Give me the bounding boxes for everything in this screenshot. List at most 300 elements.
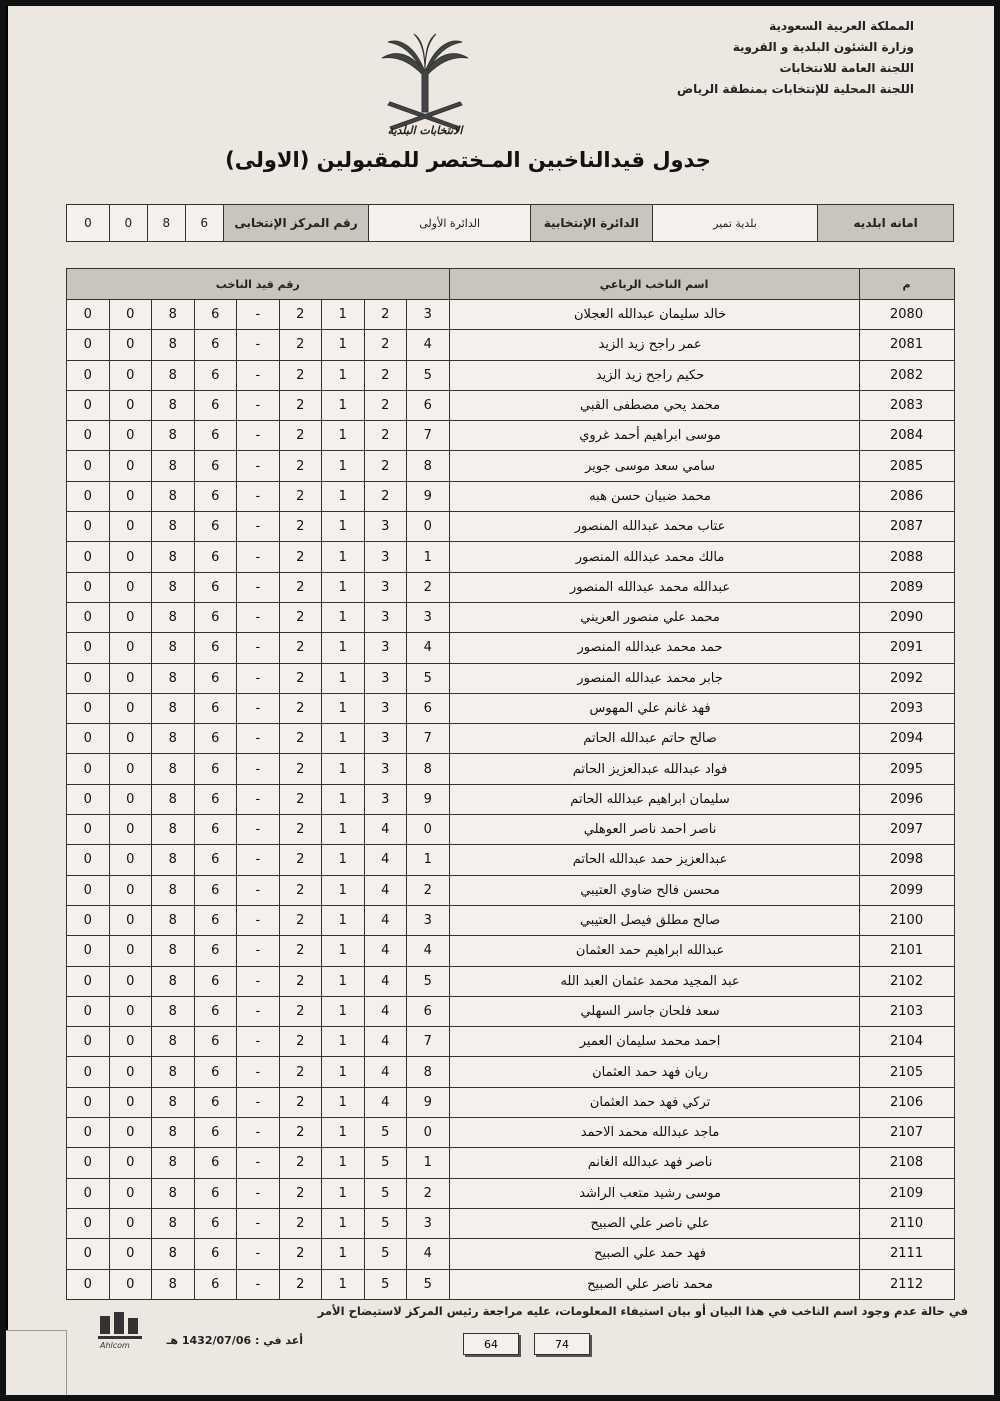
voter-name-cell: عتاب محمد عبدالله المنصور bbox=[449, 512, 859, 542]
registration-digit-cell: - bbox=[237, 1208, 280, 1238]
registration-digit-cell: 6 bbox=[194, 451, 237, 481]
table-header-row bbox=[67, 269, 955, 300]
serial-cell: 2107 bbox=[859, 1118, 954, 1148]
registration-digit-cell: 2 bbox=[407, 1178, 450, 1208]
registration-digit-cell: 6 bbox=[407, 996, 450, 1026]
registration-digit-cell: - bbox=[237, 996, 280, 1026]
registration-digit-cell: 1 bbox=[322, 542, 365, 572]
serial-cell: 2085 bbox=[859, 451, 954, 481]
prepared-date bbox=[153, 1334, 303, 1347]
table-row bbox=[67, 996, 955, 1026]
serial-cell: 2100 bbox=[859, 905, 954, 935]
registration-digit-cell: 4 bbox=[407, 936, 450, 966]
registration-digit-cell: 2 bbox=[279, 1239, 322, 1269]
registration-digit-cell: 5 bbox=[364, 1178, 407, 1208]
registration-digit-cell: 8 bbox=[152, 784, 195, 814]
table-row bbox=[67, 451, 955, 481]
registration-digit-cell: 2 bbox=[279, 1208, 322, 1238]
registration-digit-cell: 6 bbox=[194, 1148, 237, 1178]
registration-digit-cell: - bbox=[237, 815, 280, 845]
voter-name-cell: خالد سليمان عبدالله العجلان bbox=[449, 300, 859, 330]
table-row bbox=[67, 1027, 955, 1057]
registration-digit-cell: 4 bbox=[364, 996, 407, 1026]
registration-digit-cell: 8 bbox=[152, 996, 195, 1026]
registration-digit-cell: 1 bbox=[407, 1148, 450, 1178]
registration-digit-cell: 1 bbox=[322, 451, 365, 481]
registration-digit-cell: 1 bbox=[322, 1027, 365, 1057]
registration-digit-cell: 9 bbox=[407, 481, 450, 511]
registration-digit-cell: 8 bbox=[152, 512, 195, 542]
registration-digit-cell: 1 bbox=[322, 1148, 365, 1178]
registration-digit-cell: 3 bbox=[364, 542, 407, 572]
registration-digit-cell: 5 bbox=[407, 663, 450, 693]
registration-digit-cell: 8 bbox=[152, 1178, 195, 1208]
registration-digit-cell: 5 bbox=[364, 1208, 407, 1238]
table-row bbox=[67, 330, 955, 360]
registration-digit-cell: 5 bbox=[364, 1269, 407, 1299]
registration-digit-cell: 3 bbox=[407, 602, 450, 632]
registration-digit-cell: 1 bbox=[407, 845, 450, 875]
registration-digit-cell: 5 bbox=[407, 360, 450, 390]
registration-digit-cell: 0 bbox=[67, 360, 110, 390]
registration-digit-cell: - bbox=[237, 1148, 280, 1178]
column-header-name: اسم الناخب الرباعي bbox=[449, 269, 859, 300]
registration-digit-cell: 3 bbox=[407, 1208, 450, 1238]
registration-digit-cell: 8 bbox=[152, 300, 195, 330]
registration-digit-cell: 8 bbox=[152, 1087, 195, 1117]
registration-digit-cell: 2 bbox=[279, 724, 322, 754]
registration-digit-cell: 8 bbox=[152, 966, 195, 996]
registration-digit-cell: 0 bbox=[67, 966, 110, 996]
registration-digit-cell: 1 bbox=[322, 754, 365, 784]
registration-digit-cell: 0 bbox=[109, 542, 152, 572]
header-line-4: اللجنة المحلية للإنتخابات بمنطقة الرياض bbox=[677, 82, 914, 96]
registration-digit-cell: 6 bbox=[194, 390, 237, 420]
registration-digit-cell: 0 bbox=[67, 1087, 110, 1117]
registration-digit-cell: 0 bbox=[67, 481, 110, 511]
registration-digit-cell: 5 bbox=[364, 1118, 407, 1148]
registration-digit-cell: 8 bbox=[152, 845, 195, 875]
registration-digit-cell: 3 bbox=[364, 663, 407, 693]
registration-digit-cell: 0 bbox=[67, 451, 110, 481]
registration-digit-cell: - bbox=[237, 1087, 280, 1117]
registration-digit-cell: 1 bbox=[322, 1208, 365, 1238]
registration-digit-cell: 8 bbox=[152, 330, 195, 360]
registration-digit-cell: 8 bbox=[152, 754, 195, 784]
registration-digit-cell: 8 bbox=[152, 390, 195, 420]
voter-name-cell: عبدالعزيز حمد عبدالله الحاتم bbox=[449, 845, 859, 875]
registration-digit-cell: 2 bbox=[279, 905, 322, 935]
registration-digit-cell: 0 bbox=[67, 1148, 110, 1178]
registration-digit-cell: 8 bbox=[152, 451, 195, 481]
registration-digit-cell: 2 bbox=[279, 481, 322, 511]
registration-digit-cell: 0 bbox=[109, 451, 152, 481]
registration-digit-cell: 7 bbox=[407, 724, 450, 754]
registration-digit-cell: 0 bbox=[67, 996, 110, 1026]
table-row bbox=[67, 1269, 955, 1299]
serial-cell: 2081 bbox=[859, 330, 954, 360]
registration-digit-cell: 1 bbox=[322, 996, 365, 1026]
registration-digit-cell: 4 bbox=[364, 875, 407, 905]
registration-digit-cell: - bbox=[237, 875, 280, 905]
registration-digit-cell: - bbox=[237, 602, 280, 632]
registration-digit-cell: 0 bbox=[67, 421, 110, 451]
table-row bbox=[67, 754, 955, 784]
registration-digit-cell: 1 bbox=[322, 724, 365, 754]
registration-digit-cell: 0 bbox=[109, 966, 152, 996]
voter-name-cell: موسى رشيد متعب الراشد bbox=[449, 1178, 859, 1208]
registration-digit-cell: - bbox=[237, 512, 280, 542]
municipality-label: امانه ابلديه bbox=[817, 205, 953, 241]
registration-digit-cell: - bbox=[237, 966, 280, 996]
registration-digit-cell: 1 bbox=[322, 966, 365, 996]
registration-digit-cell: 8 bbox=[152, 572, 195, 602]
registration-digit-cell: 2 bbox=[364, 451, 407, 481]
registration-digit-cell: 1 bbox=[322, 784, 365, 814]
table-row bbox=[67, 1208, 955, 1238]
registration-digit-cell: 0 bbox=[67, 784, 110, 814]
registration-digit-cell: 0 bbox=[109, 300, 152, 330]
registration-digit-cell: 2 bbox=[279, 330, 322, 360]
footnote: في حالة عدم وجود اسم الناخب في هذا البيان أو بيان استيفاء المعلومات، عليه مراجعة رئيس المركز لاستيضاح الأمر bbox=[317, 1304, 968, 1318]
registration-digit-cell: 6 bbox=[194, 512, 237, 542]
serial-cell: 2092 bbox=[859, 663, 954, 693]
serial-cell: 2098 bbox=[859, 845, 954, 875]
registration-digit-cell: 6 bbox=[194, 845, 237, 875]
registration-digit-cell: 2 bbox=[279, 845, 322, 875]
registration-digit-cell: 1 bbox=[322, 390, 365, 420]
registration-digit-cell: 0 bbox=[109, 1148, 152, 1178]
registration-digit-cell: 1 bbox=[322, 663, 365, 693]
registration-digit-cell: 8 bbox=[152, 875, 195, 905]
registration-digit-cell: 2 bbox=[279, 754, 322, 784]
serial-cell: 2094 bbox=[859, 724, 954, 754]
registration-digit-cell: 2 bbox=[279, 1118, 322, 1148]
registration-digit-cell: 0 bbox=[109, 572, 152, 602]
voter-name-cell: سعد فلحان جاسر السهلي bbox=[449, 996, 859, 1026]
registration-digit-cell: 0 bbox=[407, 815, 450, 845]
registration-digit-cell: 8 bbox=[152, 693, 195, 723]
serial-cell: 2090 bbox=[859, 602, 954, 632]
registration-digit-cell: 0 bbox=[67, 815, 110, 845]
document-page bbox=[8, 6, 994, 1397]
registration-digit-cell: 0 bbox=[67, 875, 110, 905]
table-row bbox=[67, 905, 955, 935]
registration-digit-cell: 2 bbox=[279, 875, 322, 905]
registration-digit-cell: 6 bbox=[194, 1118, 237, 1148]
serial-cell: 2080 bbox=[859, 300, 954, 330]
registration-digit-cell: 2 bbox=[279, 784, 322, 814]
registration-digit-cell: 8 bbox=[407, 451, 450, 481]
voter-name-cell: عبدالله محمد عبدالله المنصور bbox=[449, 572, 859, 602]
serial-cell: 2084 bbox=[859, 421, 954, 451]
registration-digit-cell: 0 bbox=[67, 1178, 110, 1208]
registration-digit-cell: 2 bbox=[407, 572, 450, 602]
registration-digit-cell: 8 bbox=[152, 421, 195, 451]
registration-digit-cell: 0 bbox=[109, 996, 152, 1026]
registration-digit-cell: 6 bbox=[194, 421, 237, 451]
table-row bbox=[67, 784, 955, 814]
registration-digit-cell: 6 bbox=[194, 330, 237, 360]
registration-digit-cell: 8 bbox=[152, 360, 195, 390]
registration-digit-cell: - bbox=[237, 663, 280, 693]
printer-brand-logo-icon bbox=[94, 1310, 154, 1350]
center-number-label: رقم المركز الإنتخابى bbox=[223, 205, 369, 241]
registration-digit-cell: 4 bbox=[364, 1087, 407, 1117]
registration-digit-cell: 1 bbox=[322, 481, 365, 511]
registration-digit-cell: 1 bbox=[322, 845, 365, 875]
registration-digit-cell: 8 bbox=[152, 1239, 195, 1269]
table-row bbox=[67, 875, 955, 905]
table-row bbox=[67, 300, 955, 330]
serial-cell: 2106 bbox=[859, 1087, 954, 1117]
registration-digit-cell: 9 bbox=[407, 1087, 450, 1117]
registration-digit-cell: 3 bbox=[364, 693, 407, 723]
table-row bbox=[67, 845, 955, 875]
table-row bbox=[67, 966, 955, 996]
registration-digit-cell: 0 bbox=[67, 1118, 110, 1148]
registration-digit-cell: 7 bbox=[407, 1027, 450, 1057]
registration-digit-cell: 1 bbox=[322, 1269, 365, 1299]
registration-digit-cell: 1 bbox=[322, 815, 365, 845]
registration-digit-cell: 2 bbox=[364, 300, 407, 330]
registration-digit-cell: 6 bbox=[194, 1239, 237, 1269]
registration-digit-cell: 0 bbox=[109, 1057, 152, 1087]
registration-digit-cell: - bbox=[237, 390, 280, 420]
registration-digit-cell: - bbox=[237, 936, 280, 966]
registration-digit-cell: 2 bbox=[279, 360, 322, 390]
voter-name-cell: سليمان ابراهيم عبدالله الحاتم bbox=[449, 784, 859, 814]
registration-digit-cell: 0 bbox=[109, 693, 152, 723]
voter-name-cell: عبد المجيد محمد عثمان العبد الله bbox=[449, 966, 859, 996]
registration-digit-cell: 2 bbox=[364, 421, 407, 451]
voter-name-cell: فهد غانم علي المهوس bbox=[449, 693, 859, 723]
registration-digit-cell: 0 bbox=[109, 1208, 152, 1238]
registration-digit-cell: 8 bbox=[152, 542, 195, 572]
registration-digit-cell: - bbox=[237, 360, 280, 390]
registration-digit-cell: - bbox=[237, 330, 280, 360]
registration-digit-cell: - bbox=[237, 572, 280, 602]
serial-cell: 2103 bbox=[859, 996, 954, 1026]
registration-digit-cell: 8 bbox=[407, 754, 450, 784]
registration-digit-cell: 2 bbox=[279, 996, 322, 1026]
registration-digit-cell: 1 bbox=[407, 542, 450, 572]
registration-digit-cell: 1 bbox=[322, 512, 365, 542]
voter-name-cell: صالح حاتم عبدالله الحاتم bbox=[449, 724, 859, 754]
registration-digit-cell: 6 bbox=[194, 1208, 237, 1238]
registration-digit-cell: 1 bbox=[322, 602, 365, 632]
registration-digit-cell: 8 bbox=[152, 1269, 195, 1299]
registration-digit-cell: 1 bbox=[322, 300, 365, 330]
registration-digit-cell: - bbox=[237, 845, 280, 875]
registration-digit-cell: - bbox=[237, 1057, 280, 1087]
registration-digit-cell: 2 bbox=[279, 663, 322, 693]
registration-digit-cell: 8 bbox=[152, 1027, 195, 1057]
registration-digit-cell: 5 bbox=[407, 1269, 450, 1299]
registration-digit-cell: - bbox=[237, 421, 280, 451]
table-row bbox=[67, 1239, 955, 1269]
registration-digit-cell: 6 bbox=[194, 1027, 237, 1057]
registration-digit-cell: 0 bbox=[109, 724, 152, 754]
info-bar bbox=[66, 204, 954, 242]
registration-digit-cell: 8 bbox=[152, 1057, 195, 1087]
center-digit: 6 bbox=[185, 205, 223, 241]
serial-cell: 2089 bbox=[859, 572, 954, 602]
table-row bbox=[67, 390, 955, 420]
table-row bbox=[67, 1148, 955, 1178]
voter-name-cell: فواد عبدالله عبدالعزيز الحاتم bbox=[449, 754, 859, 784]
voter-name-cell: احمد محمد سليمان العمير bbox=[449, 1027, 859, 1057]
table-row bbox=[67, 421, 955, 451]
registration-digit-cell: 2 bbox=[279, 633, 322, 663]
registration-digit-cell: 2 bbox=[279, 572, 322, 602]
registration-digit-cell: 6 bbox=[407, 390, 450, 420]
registration-digit-cell: 4 bbox=[364, 845, 407, 875]
voter-name-cell: حمد محمد عبدالله المنصور bbox=[449, 633, 859, 663]
registration-digit-cell: 4 bbox=[364, 1027, 407, 1057]
registration-digit-cell: 0 bbox=[109, 936, 152, 966]
registration-digit-cell: 8 bbox=[152, 1208, 195, 1238]
prepared-date-label: أعد في : bbox=[254, 1334, 303, 1347]
registration-digit-cell: - bbox=[237, 784, 280, 814]
registration-digit-cell: - bbox=[237, 542, 280, 572]
voter-name-cell: صالح مطلق فيصل العتيبي bbox=[449, 905, 859, 935]
registration-digit-cell: 0 bbox=[109, 1027, 152, 1057]
voters-table bbox=[66, 268, 955, 1300]
registration-digit-cell: 0 bbox=[67, 330, 110, 360]
registration-digit-cell: 6 bbox=[194, 360, 237, 390]
registration-digit-cell: 0 bbox=[109, 663, 152, 693]
registration-digit-cell: 6 bbox=[194, 1269, 237, 1299]
voter-name-cell: ناصر احمد ناصر العوهلي bbox=[449, 815, 859, 845]
voter-name-cell: ريان فهد حمد العثمان bbox=[449, 1057, 859, 1087]
registration-digit-cell: 0 bbox=[109, 1118, 152, 1148]
page-corner bbox=[0, 1330, 67, 1398]
registration-digit-cell: 2 bbox=[279, 693, 322, 723]
registration-digit-cell: 0 bbox=[109, 1269, 152, 1299]
serial-cell: 2101 bbox=[859, 936, 954, 966]
column-header-serial: م bbox=[859, 269, 954, 300]
table-row bbox=[67, 1118, 955, 1148]
registration-digit-cell: 0 bbox=[67, 754, 110, 784]
registration-digit-cell: 8 bbox=[152, 815, 195, 845]
registration-digit-cell: 3 bbox=[407, 300, 450, 330]
registration-digit-cell: 6 bbox=[194, 936, 237, 966]
center-digit: 8 bbox=[147, 205, 185, 241]
center-digit: 0 bbox=[84, 216, 92, 230]
registration-digit-cell: 6 bbox=[194, 815, 237, 845]
registration-digit-cell: 4 bbox=[407, 633, 450, 663]
registration-digit-cell: 6 bbox=[194, 905, 237, 935]
registration-digit-cell: 6 bbox=[194, 724, 237, 754]
registration-digit-cell: 0 bbox=[109, 1239, 152, 1269]
serial-cell: 2111 bbox=[859, 1239, 954, 1269]
registration-digit-cell: 0 bbox=[67, 724, 110, 754]
registration-digit-cell: 0 bbox=[109, 1178, 152, 1208]
voter-name-cell: محمد ضبيان حسن هبه bbox=[449, 481, 859, 511]
serial-cell: 2109 bbox=[859, 1178, 954, 1208]
voter-name-cell: حكيم راجح زيد الزيد bbox=[449, 360, 859, 390]
registration-digit-cell: 0 bbox=[109, 875, 152, 905]
table-row bbox=[67, 542, 955, 572]
serial-cell: 2088 bbox=[859, 542, 954, 572]
registration-digit-cell: 0 bbox=[67, 542, 110, 572]
serial-cell: 2110 bbox=[859, 1208, 954, 1238]
registration-digit-cell: 6 bbox=[407, 693, 450, 723]
registration-digit-cell: 1 bbox=[322, 572, 365, 602]
table-row bbox=[67, 724, 955, 754]
registration-digit-cell: 0 bbox=[67, 390, 110, 420]
center-digit: 0 bbox=[109, 205, 147, 241]
registration-digit-cell: 2 bbox=[279, 512, 322, 542]
registration-digit-cell: 6 bbox=[194, 1057, 237, 1087]
registration-digit-cell: 2 bbox=[279, 542, 322, 572]
voter-name-cell: جابر محمد عبدالله المنصور bbox=[449, 663, 859, 693]
registration-digit-cell: 4 bbox=[364, 966, 407, 996]
voter-name-cell: سامي سعد موسى جوير bbox=[449, 451, 859, 481]
serial-cell: 2097 bbox=[859, 815, 954, 845]
registration-digit-cell: 8 bbox=[152, 936, 195, 966]
column-header-registration: رقم قيد الناخب bbox=[67, 269, 450, 300]
registration-digit-cell: 3 bbox=[407, 905, 450, 935]
page-number-box: 74 bbox=[534, 1333, 590, 1355]
registration-digit-cell: - bbox=[237, 451, 280, 481]
registration-digit-cell: 2 bbox=[279, 1057, 322, 1087]
registration-digit-cell: 5 bbox=[364, 1239, 407, 1269]
registration-digit-cell: 2 bbox=[364, 390, 407, 420]
registration-digit-cell: 3 bbox=[364, 724, 407, 754]
registration-digit-cell: 0 bbox=[109, 754, 152, 784]
registration-digit-cell: 6 bbox=[194, 633, 237, 663]
voter-name-cell: مالك محمد عبدالله المنصور bbox=[449, 542, 859, 572]
registration-digit-cell: 2 bbox=[279, 602, 322, 632]
voter-name-cell: تركي فهد حمد العثمان bbox=[449, 1087, 859, 1117]
table-row bbox=[67, 360, 955, 390]
registration-digit-cell: 1 bbox=[322, 905, 365, 935]
registration-digit-cell: 0 bbox=[67, 1239, 110, 1269]
registration-digit-cell: 4 bbox=[407, 1239, 450, 1269]
registration-digit-cell: 4 bbox=[364, 815, 407, 845]
registration-digit-cell: 0 bbox=[109, 512, 152, 542]
registration-digit-cell: 2 bbox=[279, 300, 322, 330]
serial-cell: 2112 bbox=[859, 1269, 954, 1299]
voter-name-cell: محسن فالح ضاوي العتيبي bbox=[449, 875, 859, 905]
registration-digit-cell: 0 bbox=[109, 390, 152, 420]
table-row bbox=[67, 602, 955, 632]
serial-cell: 2087 bbox=[859, 512, 954, 542]
registration-digit-cell: 0 bbox=[67, 1027, 110, 1057]
registration-digit-cell: 6 bbox=[194, 754, 237, 784]
registration-digit-cell: 4 bbox=[364, 1057, 407, 1087]
registration-digit-cell: 0 bbox=[109, 1087, 152, 1117]
voter-name-cell: محمد ناصر علي الصبيح bbox=[449, 1269, 859, 1299]
registration-digit-cell: 0 bbox=[67, 512, 110, 542]
registration-digit-cell: 2 bbox=[279, 451, 322, 481]
registration-digit-cell: 6 bbox=[194, 1178, 237, 1208]
table-row bbox=[67, 1057, 955, 1087]
registration-digit-cell: 2 bbox=[364, 330, 407, 360]
registration-digit-cell: 0 bbox=[109, 905, 152, 935]
registration-digit-cell: 1 bbox=[322, 1239, 365, 1269]
registration-digit-cell: - bbox=[237, 300, 280, 330]
registration-digit-cell: - bbox=[237, 754, 280, 784]
municipality-value: بلدية تمير bbox=[652, 205, 818, 241]
page-count-box: 64 bbox=[463, 1333, 519, 1355]
registration-digit-cell: 6 bbox=[194, 663, 237, 693]
registration-digit-cell: 3 bbox=[364, 754, 407, 784]
registration-digit-cell: 6 bbox=[194, 784, 237, 814]
table-row bbox=[67, 633, 955, 663]
